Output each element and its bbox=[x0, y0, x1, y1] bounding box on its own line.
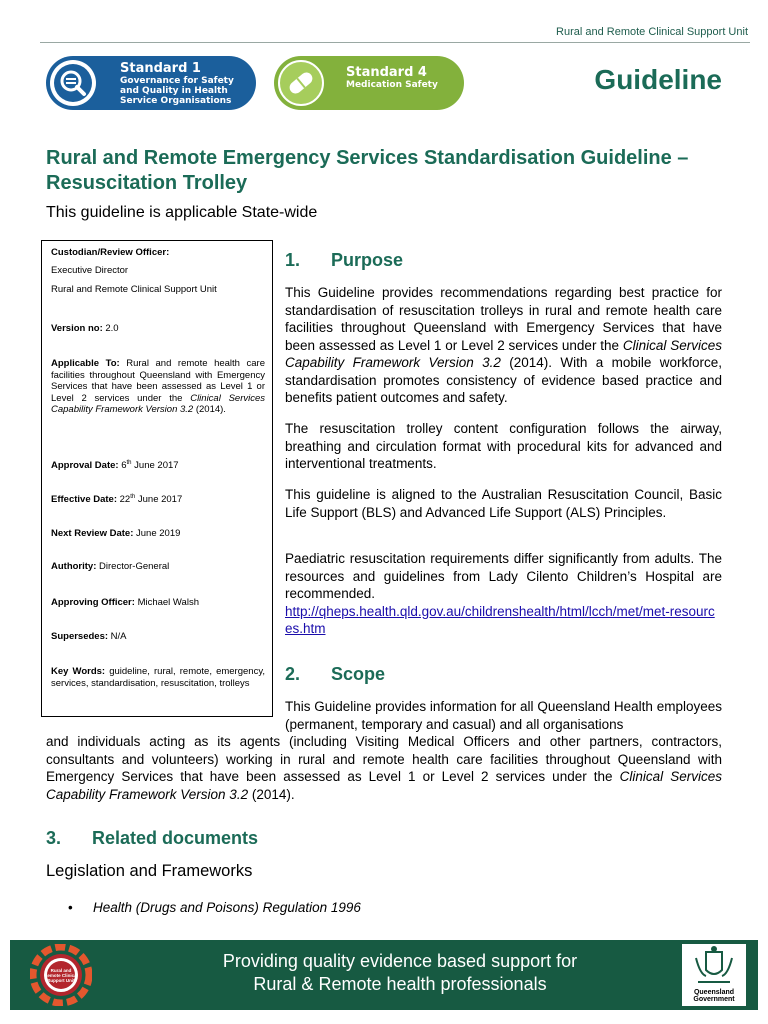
document-info-box bbox=[41, 240, 273, 717]
custodian-line-2: Rural and Remote Clinical Support Unit bbox=[51, 284, 217, 295]
purpose-paragraph-3: This guideline is aligned to the Australian Resuscitation Council, Basic Life Support (BLS) and Advanced Life Support (ALS) Principles. bbox=[285, 487, 722, 520]
scope-paragraph-part-2: and individuals acting as its agents (including Visiting Medical Officers and other partners, contractors, consultants and volunteers) working in rural and remote health care facilities throughout Queensland with Emergency Services that have been assessed as Level 1 or Level 2 services under the Clinical Services Capability Framework Version 3.2 (2014). bbox=[46, 734, 722, 802]
effective-date: 22th June 2017 bbox=[119, 494, 183, 506]
related-documents-heading: 3. Related documents bbox=[46, 828, 259, 848]
applicable-to: Applicable To: Rural and remote health care facilities throughout Queensland with Emergency Services that have been assessed as Level 1 or Level 2 services under the Clinical Services Capability Framework Version 3.2 (2014). bbox=[51, 358, 266, 415]
purpose-paragraph-2: The resuscitation trolley content configuration follows the airway, breathing and circulation format with procedural kits for advanced and interventional treatments. bbox=[285, 421, 722, 471]
list-item: • Health (Drugs and Poisons) Regulation 1996 bbox=[68, 900, 361, 915]
purpose-paragraph-4: Paediatric resuscitation requirements differ significantly from adults. The resources and guidelines from Lady Cilento Children’s Hospital are recommended. http://qheps.health.qld.gov.au/childrenshealth/html/lcch/met/met-resources.htm bbox=[285, 551, 722, 636]
authority-value: Director-General bbox=[99, 561, 170, 572]
approval-date: 6th June 2017 bbox=[121, 460, 179, 472]
scope-heading: 2. Scope bbox=[285, 664, 386, 684]
document-type: Guideline bbox=[594, 64, 722, 95]
review-date: June 2019 bbox=[136, 528, 181, 539]
supersedes-value: N/A bbox=[110, 631, 127, 642]
page-subtitle: This guideline is applicable State-wide bbox=[46, 204, 318, 221]
approving-officer-label: Approving Officer: bbox=[51, 597, 135, 608]
purpose-paragraph-1: This Guideline provides recommendations regarding best practice for standardisation of resuscitation trolleys in rural and remote health care facilities throughout Queensland with Emergency Services that have been assessed as Level 1 or Level 2 services under the Clinical Services Capability Framework Version 3.2 (2014). With a mobile workforce, standardisation promotes consistency of evidence based practice and benefits patient outcomes and safety. bbox=[285, 285, 723, 405]
unit-name: Rural and Remote Clinical Support Unit bbox=[556, 26, 748, 38]
svg-text:Rural and: Rural and bbox=[50, 968, 72, 973]
legislation-subheading: Legislation and Frameworks bbox=[46, 862, 253, 880]
badge-2-title: Standard 4 bbox=[346, 65, 427, 80]
lcch-resources-link[interactable]: http://qheps.health.qld.gov.au/childrenshealth/html/lcch/met/met-resources.htm bbox=[285, 603, 715, 636]
footer-banner bbox=[10, 940, 758, 1010]
svg-text:Support Unit: Support Unit bbox=[47, 978, 75, 983]
effective-label: Effective Date: bbox=[51, 494, 117, 506]
purpose-heading: 1. Purpose bbox=[285, 250, 404, 270]
standard-4-badge bbox=[274, 56, 464, 110]
badge-2-text: Medication Safety bbox=[346, 80, 438, 90]
authority-label: Authority: bbox=[51, 561, 97, 572]
bullet-icon: • bbox=[68, 900, 73, 915]
rrcsu-gear-logo-icon bbox=[30, 944, 92, 1006]
badge-1-text: Governance for Safety and Quality in Health Service Organisations bbox=[120, 76, 234, 106]
scope-paragraph-part-1: This Guideline provides information for all Queensland Health employees (permanent, temporary and casual) and all organisations bbox=[285, 699, 722, 732]
version-label: Version no: bbox=[51, 323, 103, 334]
custodian-label: Custodian/Review Officer: bbox=[51, 247, 170, 258]
key-words: Key Words: guideline, rural, remote, emergency, services, standardisation, resuscitation, trolleys bbox=[51, 666, 266, 689]
approval-label: Approval Date: bbox=[51, 460, 119, 472]
footer-tagline: Providing quality evidence based support for Rural & Remote health professionals bbox=[222, 951, 578, 994]
government-label: Queensland Government bbox=[693, 989, 735, 1003]
svg-text:Remote Clinical: Remote Clinical bbox=[44, 973, 78, 978]
header-divider bbox=[40, 42, 750, 43]
magnifier-icon bbox=[50, 60, 96, 106]
page-title: Rural and Remote Emergency Services Standardisation Guideline – Resuscitation Trolley bbox=[46, 147, 689, 194]
version-value: 2.0 bbox=[105, 323, 119, 334]
approving-officer-value: Michael Walsh bbox=[137, 597, 199, 608]
queensland-crest-icon bbox=[682, 944, 746, 1006]
pill-icon bbox=[278, 60, 324, 106]
custodian-line-1: Executive Director bbox=[51, 265, 129, 276]
standard-1-badge bbox=[46, 56, 256, 110]
supersedes-label: Supersedes: bbox=[51, 631, 109, 642]
badge-1-title: Standard 1 bbox=[120, 61, 201, 76]
review-label: Next Review Date: bbox=[51, 528, 134, 539]
